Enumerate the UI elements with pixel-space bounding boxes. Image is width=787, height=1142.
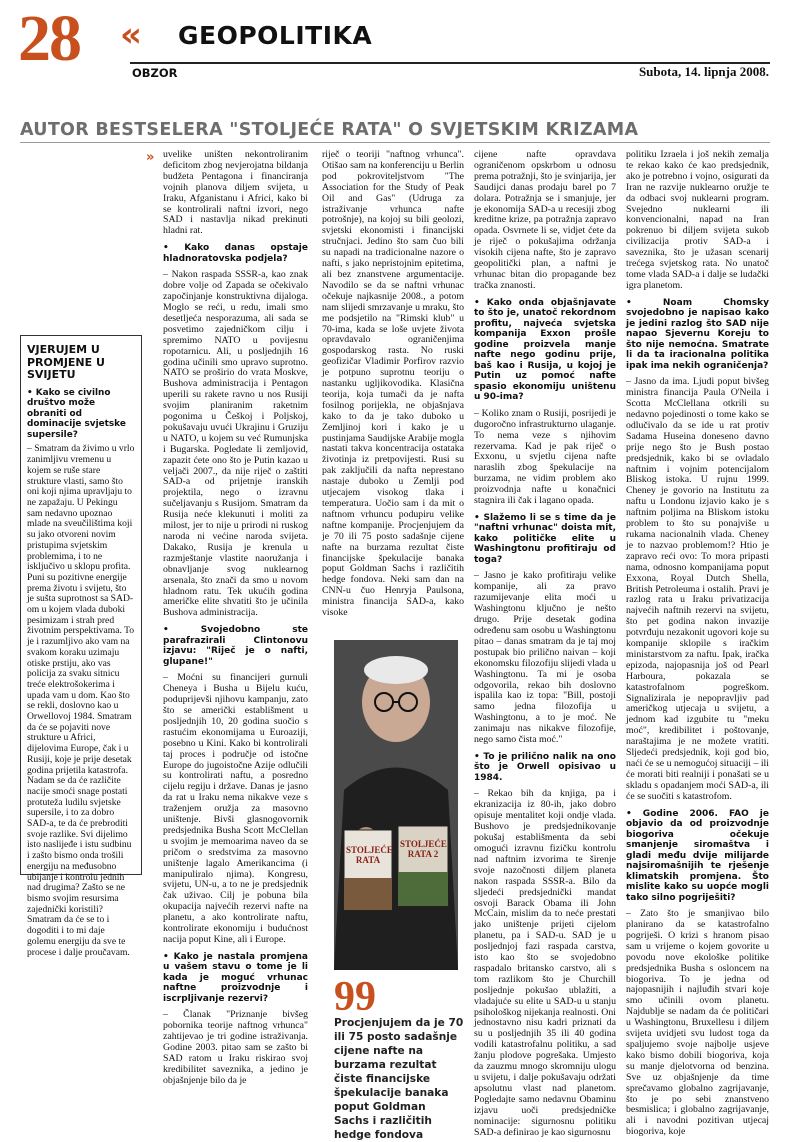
article-paragraph: – Jasno je kako profitiraju velike kompanije, ali za pravo razumijevanje elita moći u Washingtonu ključno je nešto drugo. Prije desetak godina određenu sam osobu u Washingtonu pitao – danas smatram da je taj moj postupak bio prilično naivan – koji ekonomsku filozofiju slijedi vlada u Washingtonu. Ta mi je osoba odgovorila, rekao bih doslovno ispalila kao iz topa: "Bill, postoji samo jedna filozofija u Washingtonu, a to je moć. Ne zanimaju nas nikakve filozofije, nego samo čista moć." bbox=[474, 570, 616, 746]
article-column-4 bbox=[626, 149, 769, 1138]
interview-question: • Noam Chomsky svojedobno je napisao kako je jedini razlog što SAD nije napao Sjevernu Koreju to što nije nemoćna. Smatrate li da ta iracionalna politika ipak ima nekih ograničenja? bbox=[626, 297, 769, 371]
sidebar-question: • Kako se civilno društvo može obraniti od dominacije svjetske supersile? bbox=[27, 387, 126, 440]
article-paragraph: uvelike uništen nekontroliranim deficitom zbog nevjerojatna bildanja budžeta Pentagona i financiranja vojnih planova diljem svijeta, u Iraku, Afganistanu i Africi, kako bi se kontrolirali naftni izvori, nego SAD i nastavlja nikad prekinuti hladni rat. bbox=[163, 149, 308, 237]
pull-quote-text: Procjenjujem da je 70 ili 75 posto sadašnje cijene nafte na burzama rezultat čiste financijske špekulacije banaka poput Goldman Sachs i različitih hedge fondova bbox=[334, 1017, 464, 1141]
sidebar-title: VJERUJEM U PROMJENE U SVIJETU bbox=[27, 343, 105, 381]
section-title: GEOPOLITIKA bbox=[178, 21, 373, 50]
article-headline: AUTOR BESTSELERA "STOLJEĆE RATA" O SVJETSKIM KRIZAMA bbox=[20, 120, 639, 140]
pull-quote bbox=[334, 974, 464, 1142]
interview-question: • Godine 2006. FAO je objavio da od proizvodnje biogoriva očekuje smanjenje siromaštva i gladi među dvije milijarde najsiromašnijih te rješenje klimatskih promjena. Što mislite kako su uopće mogli tako silno pogriješiti? bbox=[626, 808, 769, 903]
sidebar-box bbox=[20, 335, 142, 958]
article-start-arrow-icon: » bbox=[146, 150, 155, 165]
interview-question: • Svojedobno ste parafrazirali Clintonovu izjavu: "Riječ je o nafti, glupane!" bbox=[163, 625, 308, 667]
article-paragraph: – Koliko znam o Rusiji, posrijedi je dugoročno infrastrukturno ulaganje. To nema veze s njihovim rezervama. Kad je pak riječ o Exxonu, u svjetlu cijena nafte naraslih zbog špekulacije na burzama, ne vidim problem ako proizvodnja nafte u konačnici stagnira ili čak i lagano opada. bbox=[474, 407, 616, 507]
article-column-1 bbox=[163, 150, 308, 1128]
article-column-2 bbox=[322, 150, 464, 628]
article-paragraph: – Jasno da ima. Ljudi poput bivšeg ministra financija Paula O'Neila i Scotta McClellana otkrili su nedavno pojedinosti o tome kako se odlučivalo da se ide u rat protiv Sadama Huseina doneseno davno prije nego što je Bush postao predsjednik, kako bi se ovladalo naftnim i vojnim potencijalom Bliskog istoka. U rujnu 1999. Cheney je govorio na Institutu za naftu u Londonu izjavio kako je s naftnim poljima na Bliskom istoku problem to što su ponajviše u rukama nacionalnih vlada. Cheney je to nazvao problemom!? Htio je zapravo reći ovo: To mora pripasti nama, odnosno kompanijama poput Exxona, Royal Dutch Shella, British Petroleuma i ostalih. Pravi je razlog rata u Iraku privatizacija najvećih naftnih rezervi na svijetu, što pet godina nakon invazije potvrđuju nezakonit ugovori koje su kompanije sklopile s iračkim ministarstvom za naftu. Ipak, iračka epizoda, najopasnija još od Pearl Harboura, pokazala se katastrofalnom pogreškom. Signalizirala je nepopravljiv pad američkog utjecaja u svijetu, a jednom kad izgubite tu "meku moć", kredibilitet i poštovanje, naraštajima je ne možete vratiti. Sljedeći predsjednik, koji god bio, naći će se u nemogućoj situaciji – ili će morati biti realniji i ponašati se u skladu s opadanjem moći SAD-a, ili će se suočiti s katastrofom. bbox=[626, 376, 769, 802]
book-2-title: STOLJEĆE RATA 2 bbox=[400, 839, 447, 859]
quote-mark-icon: 99 bbox=[334, 974, 376, 1020]
author-photo bbox=[334, 640, 458, 970]
sidebar-answer: – Smatram da živimo u vrlo zanimljivu vremenu u kojem se ruše stare strukture vlasti, samo što oni koji njima upravljaju to ne zapažaju. U Pekingu sam nedavno upoznao mlade na sveučilištima koji su jako otvoreni novim pristupima svjetskim problemima, i to ne isključivo u sklopu profita. Puni su pozitivne energije prema životu i svijetu, što je sušta suprotnost sa SAD-om u kojem vlada duboki pesimizam i strah pred životnim perspektivama. To je i razumljivo ako vam na svakom koraku uzimaju otiske prstiju, ako vas policija za svaku sitnicu treće elektrošokerima i upada vam u dom. Kao što se rekli, doslovno kao u Orwellovoj 1984. Smatram da će se pojaviti nove strukture u Africi, dijelovima Europe, čak i u Rusiji, koje je prije desetak godina prijetila katastrofa. Nadam se da će različite nacije smoći snage postati protuteža ludilu svjetske supersile, i to za dobro SAD-a, te da će prebroditi svoje razlike. Svi dijelimo isto naslijeđe i istu sudbinu i zašto bismo onda trošili energiju na međusobno ubijanje i kontrolu jednih nad drugima? Zašto se ne bismo svojim resursima zajednički koristili? Smatram da će se to i dogoditi i to mi daje golemu energiju da sve te procese i dalje proučavam. bbox=[27, 443, 135, 958]
article-paragraph: cijene nafte opravdava ograničenom opskrbom u odnosu prema potražnji, što je svinjarija, jer Saudijci danas prodaju barel po 7 dolara. Potražnja se i smanjuje, jer je ekonomija SAD-a u recesiji zbog kreditne krize, pa potražnja zapravo opada. Osvrnete li se, vidjet ćete da je riječ o pokušajima održanja visokih cijena nafte, što je zapravo geopolitički plan, a naftni je vrhunac bitan dio propagande bez tračka znanosti. bbox=[474, 149, 616, 291]
interview-question: • Kako je nastala promjena u vašem stavu o tome je li kada je moguć vrhunac naftne proizvodnje i iscrpljivanje rezervi? bbox=[163, 951, 308, 1004]
interview-question: • To je prilično nalik na ono što je Orwell opisivao u 1984. bbox=[474, 751, 616, 783]
article-paragraph: – Moćni su financijeri gurnuli Cheneya i Busha u Bijelu kuću, poduprijevši njihovu kampanju, zato što se američki establišment u posljednjih 10, 20 godina suočio s rastućim ekonomijama u Euroaziji, posebno u Kini. Kako bi kontrolirali taj proces i područje od istočne Europe do jugoistočne Azije odlučili su kontrolirati naftu, a posredno cijelu regiju i države. Danas je jasno da rat u Iraku nema nikakve veze s traženjem oružja za masovno uništenje. Bivši glasnogovornik predsjednika Busha Scott McClellan u svojim je memoarima naveo da se pričom o sredstvima za masovno uništenje lagalo Amerikancima (i manipuliralo njima). Kongresu, svijetu, UN-u, a to ne je predsjednik čak uživao. Cilj je pobuna bila okupacija najvećih rezervi nafte na planetu, a ako kontrolirate naftu, kontrolirate ekonomiju i budućnost nacija poput Kine, ali i Europe. bbox=[163, 672, 308, 945]
interview-question: • Kako onda objašnjavate to što je, unatoč rekordnom profitu, najveća svjetska kompanija Exxon prošle godine proizvela manje nafte nego godinu prije, baš kao i Rusija, u kojoj je Putin uz pomoć nafte spasio ekonomiju uništenu u 90-ima? bbox=[474, 297, 616, 403]
issue-date: Subota, 14. lipnja 2008. bbox=[638, 64, 769, 79]
sidebar-body bbox=[27, 387, 135, 958]
author-illustration bbox=[334, 640, 458, 970]
interview-question: • Kako danas opstaje hladnoratovska podjela? bbox=[163, 243, 308, 264]
article-paragraph: – Zato što je smanjivao bilo planirano da se katastrofalno pogriješi. O krizi s hranom pisao sam u vrijeme o kojem govorite u povodu nove ekološke politike predsjednika Busha s osloncem na biogoriva. To je jedna od najopasnijih i najluđih stvari koje smo učinili ovom planetu. Najdublje se nadam da će političari u Washingtonu, Bruxellesu i diljem svijeta uvidjeti svu ludost toga da spaljujemo svoje najbolje usjeve kako bismo dobili biogoriva, koja su manje djelotvorna od benzina. Sve uz objašnjenje da time sprečavamo globalno zagrijavanje, što je po sebi znanstveno besmislica; i globalno zagrijavanje, ali i navodni pozitivan utjecaj biogoriva, koje bbox=[626, 908, 769, 1138]
article-column-3 bbox=[474, 149, 616, 1138]
article-paragraph: politiku Izraela i još nekih zemalja te rekao kako će kao predsjednik, ako je potrebno i vojno, osigurati da Iran ne razvije nuklearno oružje te da odbaci svoj nuklearni program. Svejedno nuklearni ili konvencionalni, napad na Iran pokrenuo bi diljem svijeta sukob civilizacija protiv SAD-a i saveznika, što je užasan scenarij trećega svjetskog rata. No unatoč tome vlada SAD-a i dalje se ludački igra planetom. bbox=[626, 149, 769, 291]
section-chevron-icon: « bbox=[120, 15, 142, 55]
page-number: 28 bbox=[18, 2, 80, 75]
article-paragraph: – Rekao bih da knjiga, pa i ekranizacija iz 80-ih, jako dobro opisuje mentalitet koji ondje vlada. Bushovo je predsjednikovanje pokušaj establišmenta da sebi omogući izravnu fizičku kontrolu nad naftnim izvorima te širenje svoje nazočnosti diljem planeta nakon raspada SSSR-a. Bilo da sljedeći predsjednički mandat osvoji Barack Obama ili John McCain, mislim da to neće prestati jako uništenje prijeti cijelom planetu, pa i SAD-u. SAD je u posljednjoj fazi raspada carstva, isto kao što se svojedobno raspadalo britansko carstvo, ali s tom razlikom što je Churchill posljednje pokušao ublažiti, a vladajuće su elite u SAD-u u stanju psihološkog nijekanja realnosti. Oni jednostavno nisu kadri priznati da su u posljednjih 35 ili 40 godina vodili katastrofalnu politiku, a sad žanju plodove pogrešaka. Umjesto da zauzmu mnogo skromniju ulogu u svijetu, i dalje pokušavaju održati apsolutnu vlast nad planetom. Pogledajte samo nedavnu Obaminu izjavu uoči predsjedničke nominacije: sigurnosnu politiku SAD-a definirao je kao sigurnosnu bbox=[474, 788, 616, 1138]
article-paragraph: – Članak "Priznanje bivšeg pobornika teorije naftnog vrhunca" zahtijevao je tri godine istraživanja. Godine 2003. pitao sam se zašto bi SAD ratom u Iraku riskirao svoj kredibilitet saveznika, a jedino je objašnjenje bilo da je bbox=[163, 1009, 308, 1086]
interview-question: • Slažemo li se s time da je "naftni vrhunac" doista mit, kako političke elite u Washingtonu profitiraju od toga? bbox=[474, 512, 616, 565]
headline-rule bbox=[20, 142, 770, 143]
publication-name: OBZOR bbox=[132, 66, 178, 80]
article-paragraph: – Nakon raspada SSSR-a, kao znak dobre volje od Zapada se očekivalo započinjanje konstruktivna dijaloga. Moglo se reći, u redu, imali smo desetljeća nesporazuma, ali sada se posvetimo zajedničkom cilju i spremimo NATO u povijesnu ropotarnicu. Ali, u posljednjih 16 godina učinili smo upravo suprotno. NATO se proširio do vrata Moskve, Bushova administracija i Pentagon uperili su rakete ravno u nos Rusiji svojim planiranim raketnim pogonima u Češkoj i Poljskoj, pokušavaju uvući Ukrajinu i Gruziju u NATO, u kojem su već Rumunjska i Bugarska. Pogledate li zemljovid, zapazit ćete ono što je Putin kazao u veljači 2007., da nije riječ o zaštiti SAD-a od prijetnje iranskih projektila, nego o izravnu sučeljavanju s Rusijom. Smatram da Rusija neće klekunuti i moliti za milost, jer to nije u prirodi ni ruskog naroda ni većine naroda svijeta. Dakako, Rusija je krenula u razmještanje vlastite naoružanja i obnavljanje svog nuklearnog arsenala, što znači da smo u novom hladnom ratu. Tek ukućih godina američke elite shvatiti što je učinila Bushova administracija. bbox=[163, 269, 308, 619]
article-paragraph: riječ o teoriji "naftnog vrhunca". Otišao sam na konferenciju u Berlin pod pokroviteljstvom "The Association for the Study of Peak Oil and Gas" (Udruga za istraživanje vrhunca nafte potrošnje), na kojoj su bili geolozi, svjetski ekonomisti i financijski stručnjaci. Jedino što sam čuo bili su napadi na tradicionalne nazore o nafti, s jako nepristojnim epitetima, ali bez znanstvene argumentacije. Navodilo se da se naftni vrhunac očekuje najkasnije 2008., a potom nam slijedi smrzavanje u mraku, što me podsjetilo na "Rimski klub" u 70-ima, kada se loše uvjete života opravdavalo ograničenjima gospodarskog rasta. No ruski geofizičar Vladimir Porfirov razvio je potpuno suprotnu teoriju o nastanku ugljikovodika. Klasična teorija, koja tumači da je nafta fosilnog porijekla, ne objašnjava kako to da je tako duboko u Zemljinoj kori i kako je u pustinjama Saudijske Arabije mogla nastati takva koncentracija ostataka životinja iz pretpovijesti. Rusi su pak zaključili da nafta neprestano nastaje duboko u Zemlji pod utjecajem visokog tlaka i temperatura. Uočio sam i da mit o naftnom vrhuncu podupiru velike naftne kompanije. Procjenjujem da je 70 ili 75 posto sadašnje cijene nafte na burzama rezultat čiste financijske špekulacije banaka poput Goldman Sachs i različitih hedge fondova. Neki sam dan na CNN-u čuo Henryja Paulsona, ministra financija SAD-a, kako visoke bbox=[322, 149, 464, 619]
book-1-title: STOLJEĆE RATA bbox=[346, 845, 393, 865]
